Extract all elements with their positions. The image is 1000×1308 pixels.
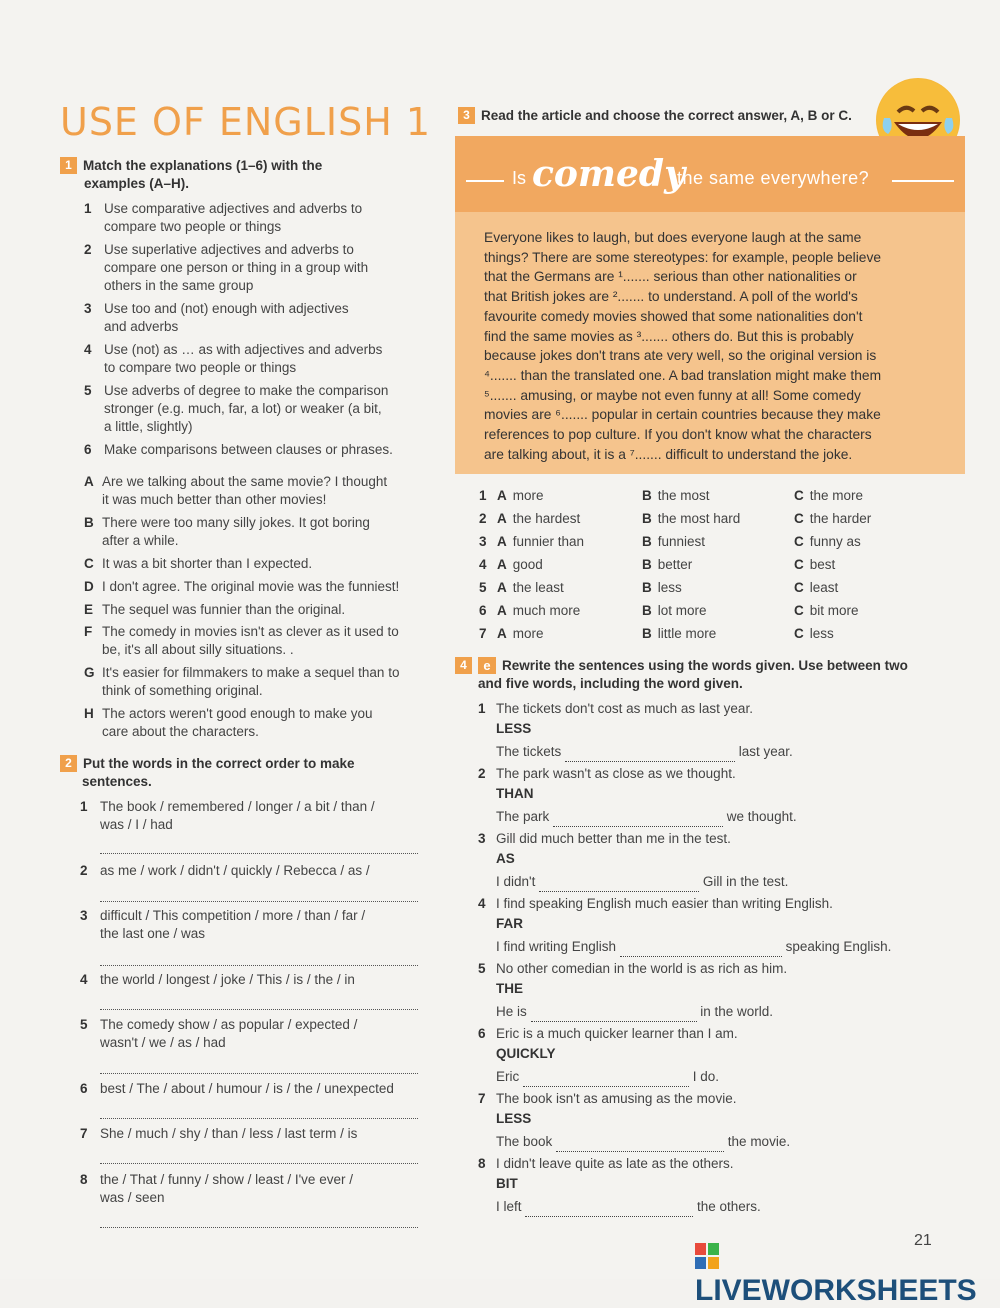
liveworksheets-logo-icon [695,1243,719,1269]
answer-line[interactable] [100,964,418,966]
key-word: LESS [496,721,532,736]
option-a[interactable]: A much more [497,603,581,618]
option-row-number: 4 [479,557,487,572]
option-c[interactable]: C the more [794,488,864,503]
example-item [84,555,312,573]
answer-end: speaking English. [781,939,892,954]
option-b[interactable]: B better [642,557,693,572]
example-item-number: D [84,579,94,594]
ex3-instruction: 3 Read the article and choose the correct answer, A, B or C. [458,107,852,125]
option-a[interactable]: A more [497,626,544,641]
option-letter: C [794,488,804,503]
article-line: ⁵....... amusing, or maybe not even funny at all! Some comedy [484,387,861,403]
sentence-item-text: difficult / This competition / more / than / far / the last one / was [100,908,366,941]
sentence-item [80,1125,357,1143]
key-word: BIT [496,1176,518,1191]
sentence-item-number: 3 [80,908,88,923]
rewrite-answer-row [496,1133,790,1152]
option-b[interactable]: B funniest [642,534,706,549]
answer-gap[interactable] [553,808,723,827]
example-item-text: The comedy in movies isn't as clever as it used to be, it's all about silly situations. . [102,624,399,657]
sentence-item-number: 8 [80,1172,88,1187]
banner-word-is: Is [512,168,527,188]
option-letter: B [642,603,652,618]
sentence-item-number: 1 [80,799,88,814]
article-line: are talking about, it is a ⁷....... difficult to understand the joke. [484,446,853,462]
answer-start: I left [496,1199,526,1214]
answer-line[interactable] [100,1117,418,1119]
explanation-item-text: Use adverbs of degree to make the comparison stronger (e.g. much, far, a lot) or weaker (a bit, a little, slightly) [104,383,389,434]
answer-start: The park [496,809,554,824]
rewrite-item-number: 7 [478,1091,486,1106]
banner-line-right [892,180,954,182]
option-letter: A [497,557,507,572]
banner-word-comedy: comedy [532,153,686,195]
rewrite-item-number: 6 [478,1026,486,1041]
answer-line[interactable] [100,1162,418,1164]
explanation-item-number: 5 [84,383,92,398]
sentence-item-number: 7 [80,1126,88,1141]
ex4-instruction: 4 e Rewrite the sentences using the words given. Use between two and five words, including the word given. [455,657,908,693]
ex3-number-badge: 3 [458,107,475,124]
answer-line[interactable] [100,1008,418,1010]
article-line: that the Germans are ¹....... serious than other nationalities or [484,269,857,285]
option-a[interactable]: A good [497,557,543,572]
banner-title-rest: the same everywhere? [677,168,870,188]
example-item-number: C [84,556,94,571]
example-item-number: G [84,665,95,680]
sentence-item [80,862,370,880]
explanation-item-text: Use too and (not) enough with adjectives and adverbs [104,301,349,334]
option-a[interactable]: A more [497,488,544,503]
option-letter: C [794,557,804,572]
article-line: favourite comedy movies showed that some nationalities don't [484,308,863,324]
option-letter: B [642,511,652,526]
answer-line[interactable] [100,1072,418,1074]
explanation-item-number: 6 [84,442,92,457]
answer-end: the movie. [724,1134,791,1149]
example-item-number: B [84,515,94,530]
sentence-item [80,1016,357,1052]
option-letter: A [497,580,507,595]
article-line: movies are ⁶....... popular in certain countries because they make [484,407,881,423]
option-a[interactable]: A the hardest [497,511,581,526]
sentence-item-number: 2 [80,863,88,878]
answer-line[interactable] [100,900,418,902]
answer-gap[interactable] [531,1003,697,1022]
explanation-item-number: 3 [84,301,92,316]
example-item-number: H [84,706,94,721]
key-word: FAR [496,916,523,931]
ex1-instruction: 1 Match the explanations (1–6) with the examples (A–H). [60,157,322,193]
explanation-item [84,300,349,336]
option-row-number: 2 [479,511,487,526]
answer-line[interactable] [100,852,418,854]
option-letter: C [794,603,804,618]
answer-end: I do. [689,1069,720,1084]
example-item [84,623,399,659]
option-c[interactable]: C funny as [794,534,861,549]
option-a[interactable]: A the least [497,580,564,595]
sentence-item-text: The book / remembered / longer / a bit / than / was / I / had [100,799,375,832]
explanation-item [84,441,393,459]
key-word: THE [496,981,523,996]
answer-start: Eric [496,1069,523,1084]
ex4-number-badge: 4 [455,657,472,674]
example-item [84,705,373,741]
option-row-number: 1 [479,488,487,503]
answer-gap[interactable] [523,1068,689,1087]
answer-end: the others. [693,1199,761,1214]
rewrite-answer-row [496,808,797,827]
key-word: LESS [496,1111,532,1126]
answer-gap[interactable] [565,743,735,762]
option-c[interactable]: C least [794,580,839,595]
answer-line[interactable] [100,1226,418,1228]
example-item-text: The sequel was funnier than the original. [102,602,346,617]
explanation-item-number: 2 [84,242,92,257]
rewrite-item-text: I didn't leave quite as late as the others. [496,1156,734,1171]
rewrite-item-number: 2 [478,766,486,781]
answer-gap[interactable] [539,873,699,892]
option-b[interactable]: B lot more [642,603,707,618]
option-letter: A [497,488,507,503]
sentence-item [80,1171,353,1207]
ex2-number-badge: 2 [60,755,77,772]
option-row-number: 6 [479,603,487,618]
article-line: find the same movies as ³....... others do. But this is probably [484,328,854,344]
sentence-item-text: as me / work / didn't / quickly / Rebecca / as / [100,863,370,878]
option-letter: B [642,557,652,572]
answer-start: I find writing English [496,939,620,954]
article-line: that British jokes are ²....... to understand. A poll of the world's [484,289,858,305]
e-workbook-icon: e [478,657,496,674]
rewrite-item-text: No other comedian in the world is as rich as him. [496,961,788,976]
answer-start: He is [496,1004,531,1019]
option-b[interactable]: B the most hard [642,511,741,526]
sentence-item-text: the / That / funny / show / least / I've ever / was / seen [100,1172,353,1205]
rewrite-item-text: Eric is a much quicker learner than I am. [496,1026,738,1041]
rewrite-item [478,1155,733,1173]
example-item-number: A [84,474,94,489]
explanation-item-text: Use superlative adjectives and adverbs to compare one person or thing in a group with others in the same group [104,242,369,293]
rewrite-item-text: Gill did much better than me in the test. [496,831,731,846]
answer-start: The book [496,1134,557,1149]
rewrite-answer-row [496,938,891,957]
answer-gap[interactable] [525,1198,693,1217]
option-letter: A [497,603,507,618]
answer-gap[interactable] [556,1133,724,1152]
example-item-text: The actors weren't good enough to make you care about the characters. [102,706,373,739]
sentence-item [80,798,375,834]
explanation-item [84,200,362,236]
answer-end: we thought. [723,809,797,824]
article-line: because jokes don't trans ate very well, so the original version is [484,348,877,364]
answer-end: last year. [735,744,793,759]
rewrite-item [478,1025,738,1043]
ex1-number-badge: 1 [60,157,77,174]
rewrite-item-number: 1 [478,701,486,716]
explanation-item-number: 1 [84,201,92,216]
banner-line-left [466,180,504,182]
answer-start: I didn't [496,874,540,889]
sentence-item-text: best / The / about / humour / is / the / unexpected [100,1081,394,1096]
example-item-number: F [84,624,93,639]
ex2-instruction: 2 Put the words in the correct order to make sentences. [60,755,355,791]
example-item [84,578,399,596]
rewrite-item [478,895,833,913]
answer-gap[interactable] [620,938,782,957]
option-letter: A [497,511,507,526]
option-letter: C [794,580,804,595]
sentence-item [80,907,365,943]
sentence-item-text: She / much / shy / than / less / last term / is [100,1126,358,1141]
explanation-item-text: Use comparative adjectives and adverbs to compare two people or things [104,201,363,234]
article-line: Everyone likes to laugh, but does everyone laugh at the same [484,230,862,245]
rewrite-item [478,830,731,848]
answer-end: Gill in the test. [699,874,789,889]
rewrite-answer-row [496,1198,761,1217]
option-letter: C [794,626,804,641]
option-a[interactable]: A funnier than [497,534,585,549]
liveworksheets-logo: LIVEWORKSHEETS [695,1240,1000,1308]
rewrite-item-number: 4 [478,896,486,911]
example-item [84,473,387,509]
option-letter: C [794,534,804,549]
rewrite-item [478,1090,736,1108]
sentence-item-number: 4 [80,972,88,987]
answer-start: The tickets [496,744,566,759]
sentence-item-number: 6 [80,1081,88,1096]
explanation-item [84,241,368,295]
option-letter: B [642,488,652,503]
sentence-item-number: 5 [80,1017,88,1032]
explanation-item-text: Use (not) as … as with adjectives and adverbs to compare two people or things [104,342,383,375]
explanation-item-number: 4 [84,342,92,357]
rewrite-item-number: 3 [478,831,486,846]
option-c[interactable]: C bit more [794,603,859,618]
page-title: USE OF ENGLISH 1 [60,100,432,144]
article-line: ⁴....... than the translated one. A bad translation might make them [484,367,882,383]
example-item-number: E [84,602,94,617]
article-text [484,228,924,464]
option-letter: C [794,511,804,526]
option-row-number: 5 [479,580,487,595]
sentence-item-text: The comedy show / as popular / expected / wasn't / we / as / had [100,1017,358,1050]
option-row-number: 3 [479,534,487,549]
option-letter: A [497,626,507,641]
example-item [84,514,370,550]
option-letter: B [642,580,652,595]
article-line: references to pop culture. If you don't know what the characters [484,427,872,443]
option-b[interactable]: B the most [642,488,710,503]
rewrite-item [478,960,787,978]
sentence-item [80,971,355,989]
rewrite-answer-row [496,743,793,762]
option-letter: A [497,534,507,549]
rewrite-item-number: 8 [478,1156,486,1171]
page-number: 21 [914,1232,932,1249]
example-item-text: It's easier for filmmakers to make a sequel than to think of something original. [102,665,400,698]
rewrite-answer-row [496,1003,773,1022]
explanation-item [84,382,388,436]
sentence-item [80,1080,394,1098]
example-item-text: It was a bit shorter than I expected. [102,556,313,571]
rewrite-item [478,700,753,718]
article-line: things? There are some stereotypes: for example, people believe [484,249,882,265]
explanation-item-text: Make comparisons between clauses or phrases. [104,442,393,457]
option-b[interactable]: B less [642,580,682,595]
rewrite-item [478,765,736,783]
example-item-text: There were too many silly jokes. It got boring after a while. [102,515,370,548]
rewrite-answer-row [496,873,788,892]
sentence-item-text: the world / longest / joke / This / is / the / in [100,972,355,987]
rewrite-item-text: I find speaking English much easier than writing English. [496,896,833,911]
option-letter: B [642,626,652,641]
example-item [84,664,399,700]
option-row-number: 7 [479,626,487,641]
rewrite-item-number: 5 [478,961,486,976]
key-word: AS [496,851,515,866]
option-c[interactable]: C best [794,557,836,572]
option-c[interactable]: C the harder [794,511,872,526]
option-letter: B [642,534,652,549]
rewrite-item-text: The park wasn't as close as we thought. [496,766,736,781]
example-item-text: I don't agree. The original movie was the funniest! [102,579,400,594]
key-word: QUICKLY [496,1046,556,1061]
example-item [84,601,345,619]
rewrite-item-text: The book isn't as amusing as the movie. [496,1091,737,1106]
key-word: THAN [496,786,534,801]
rewrite-item-text: The tickets don't cost as much as last year. [496,701,753,716]
option-b[interactable]: B little more [642,626,717,641]
answer-end: in the world. [696,1004,774,1019]
option-c[interactable]: C less [794,626,834,641]
explanation-item [84,341,382,377]
rewrite-answer-row [496,1068,719,1087]
example-item-text: Are we talking about the same movie? I thought it was much better than other movies! [102,474,388,507]
